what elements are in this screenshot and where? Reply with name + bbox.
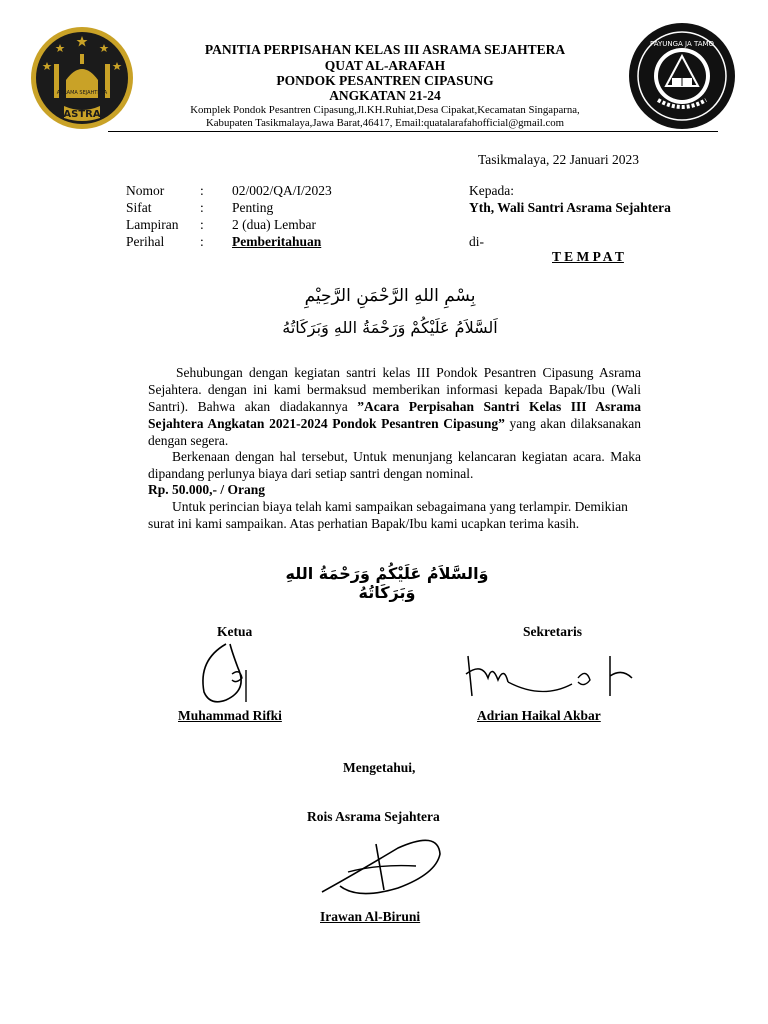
meta-sep: : bbox=[200, 234, 204, 249]
event-name: ”Acara Perpisahan Santri Kelas III Asrama Sejahtera Angkatan 2021-2024 Pondok Pesantren Cipasung” bbox=[148, 399, 641, 431]
signature-sekretaris bbox=[462, 648, 642, 709]
recipient-di: di- bbox=[469, 234, 484, 249]
signature-rois bbox=[318, 834, 448, 909]
org-title-2: QUAT AL-ARAFAH bbox=[324, 58, 446, 73]
recipient-place: T E M P A T bbox=[552, 249, 624, 264]
fee-amount: Rp. 50.000,- / Orang bbox=[148, 482, 266, 497]
meta-label-sifat: Sifat bbox=[126, 200, 152, 215]
org-address-1: Komplek Pondok Pesantren Cipasung,Jl.KH.Ruhiat,Desa Cipakat,Kecamatan Singaparna, bbox=[190, 104, 580, 116]
sign-title-sekretaris: Sekretaris bbox=[523, 624, 582, 639]
meta-sep: : bbox=[200, 200, 204, 215]
meta-value-sifat: Penting bbox=[232, 200, 274, 215]
org-title-4: ANGKATAN 21-24 bbox=[329, 88, 441, 103]
salam-closing: وَالسَّلاَمُ عَلَيْكُمْ وَرَحْمَةُ اللهِ وَبَرَكَاتُهُ bbox=[285, 564, 489, 602]
sign-name-ketua: Muhammad Rifki bbox=[178, 708, 282, 723]
paragraph-1 bbox=[148, 364, 641, 449]
sign-name-rois: Irawan Al-Biruni bbox=[320, 909, 421, 924]
recipient-label: Kepada: bbox=[469, 183, 514, 198]
meta-sep: : bbox=[200, 183, 204, 198]
org-address-2: Kabupaten Tasikmalaya,Jawa Barat,46417, Email:quatalarafahofficial@gmail.com bbox=[205, 117, 565, 129]
org-title-1: PANITIA PERPISAHAN KELAS III ASRAMA SEJAHTERA bbox=[204, 42, 566, 57]
logo-quat bbox=[628, 22, 732, 126]
paragraph-1-text: Sehubungan dengan kegiatan santri kelas III Pondok Pesantren Cipasung Asrama Sejahtera. dengan ini kami bermaksud memberikan informasi kepada Bapak/Ibu (Wali Santri). Bahwa akan diadakannya bbox=[148, 365, 641, 414]
paragraph-1-end: yang akan dilaksanakan dengan segera. bbox=[148, 416, 641, 448]
paragraph-3: Untuk perincian biaya telah kami sampaikan sebagaimana yang terlampir. Demikian surat ini kami sampaikan. Atas perhatian Bapak/Ibu kami ucapkan terima kasih. bbox=[148, 499, 628, 531]
meta-value-nomor: 02/002/QA/I/2023 bbox=[232, 183, 332, 198]
letter-date: Tasikmalaya, 22 Januari 2023 bbox=[478, 152, 640, 167]
org-title-3: PONDOK PESANTREN CIPASUNG bbox=[276, 73, 494, 88]
sign-title-ketua: Ketua bbox=[217, 624, 253, 639]
sign-title-rois: Rois Asrama Sejahtera bbox=[307, 809, 440, 824]
meta-sep: : bbox=[200, 217, 204, 232]
signature-ketua bbox=[196, 640, 276, 715]
header-rule bbox=[108, 131, 718, 132]
acknowledge-label: Mengetahui, bbox=[343, 760, 416, 775]
meta-value-perihal: Pemberitahuan bbox=[232, 234, 322, 249]
meta-label-nomor: Nomor bbox=[126, 183, 165, 198]
recipient-name: Yth, Wali Santri Asrama Sejahtera bbox=[469, 200, 671, 215]
paragraph-2: Berkenaan dengan hal tersebut, Untuk menunjang kelancaran kegiatan acara. Maka dipandang perlunya biaya dari setiap santri dengan nominal. bbox=[148, 449, 641, 481]
logo-left-text: ASTRA bbox=[63, 109, 101, 120]
logo-right-ring-text: PAYUNGA JA TAMO bbox=[649, 40, 715, 48]
meta-label-perihal: Perihal bbox=[126, 234, 165, 249]
meta-label-lampiran: Lampiran bbox=[126, 217, 179, 232]
logo-astra bbox=[30, 26, 134, 130]
meta-value-lampiran: 2 (dua) Lembar bbox=[232, 217, 316, 232]
logo-left-ring-text: ASRAMA SEJAHTERA bbox=[56, 90, 108, 96]
salam-opening: اَلسَّلاَمُ عَلَيْكُمْ وَرَحْمَةُ اللهِ وَبَرَكَاتُهُ bbox=[282, 318, 498, 337]
sign-name-sekretaris: Adrian Haikal Akbar bbox=[477, 708, 601, 723]
basmalah: بِسْمِ اللهِ الرَّحْمَنِ الرَّحِيْمِ bbox=[304, 286, 476, 306]
